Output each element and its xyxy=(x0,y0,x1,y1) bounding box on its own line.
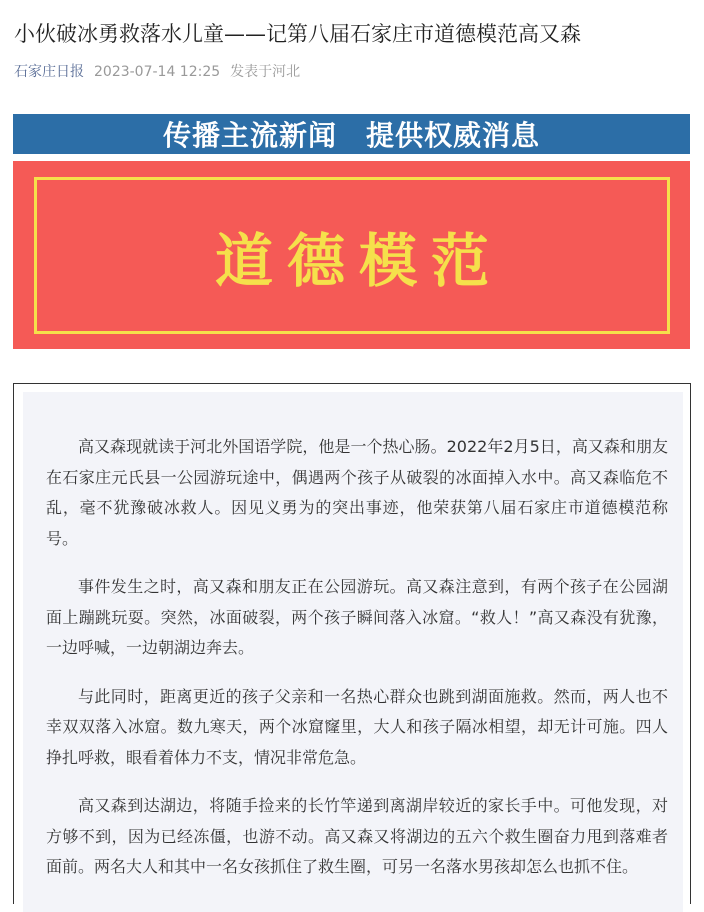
article-meta xyxy=(14,61,300,83)
article-body-box xyxy=(13,383,691,904)
slogan-banner xyxy=(13,114,690,154)
publish-location: 发表于河北 xyxy=(230,64,301,80)
paragraph-2: 事件发生之时，高又森和朋友正在公园游玩。高又森注意到，有两个孩子在公园湖面上蹦跳玩耍。突然，冰面破裂，两个孩子瞬间落入冰窟。“救人！”高又森没有犹豫，一边呼喊，一边朝湖边奔去。 xyxy=(46,577,668,657)
moral-model-banner xyxy=(13,161,690,349)
article-paragraphs xyxy=(46,432,668,901)
source-link[interactable]: 石家庄日报 xyxy=(14,64,84,80)
slogan-text: 传播主流新闻 提供权威消息 xyxy=(162,119,540,152)
paragraph-1: 高又森现就读于河北外国语学院，他是一个热心肠。2022年2月5日，高又森和朋友在石家庄元氏县一公园游玩途中，偶遇两个孩子从破裂的冰面掉入水中。高又森临危不乱，毫不犹豫破冰救人。因见义勇为的突出事迹，他荣获第八届石家庄市道德模范称号。 xyxy=(46,437,668,548)
article-body-panel xyxy=(23,392,683,912)
publish-datetime: 2023-07-14 12:25 xyxy=(94,64,221,80)
banner-frame xyxy=(34,177,670,334)
banner-heading: 道德模范 xyxy=(214,226,503,295)
article-title: 小伙破冰勇救落水儿童——记第八届石家庄市道德模范高又森 xyxy=(14,22,581,46)
paragraph-3: 与此同时，距离更近的孩子父亲和一名热心群众也跳到湖面施救。然而，两人也不幸双双落入冰窟。数九寒天，两个冰窟窿里，大人和孩子隔冰相望，却无计可施。四人挣扎呼救，眼看着体力不支，情况非常危急。 xyxy=(46,686,668,767)
paragraph-4: 高又森到达湖边，将随手捡来的长竹竿递到离湖岸较近的家长手中。可他发现，对方够不到，因为已经冻僵，也游不动。高又森又将湖边的五六个救生圈奋力甩到落难者面前。两名大人和其中一名女孩抓住了救生圈，可另一名落水男孩却怎么也抓不住。 xyxy=(46,796,668,876)
